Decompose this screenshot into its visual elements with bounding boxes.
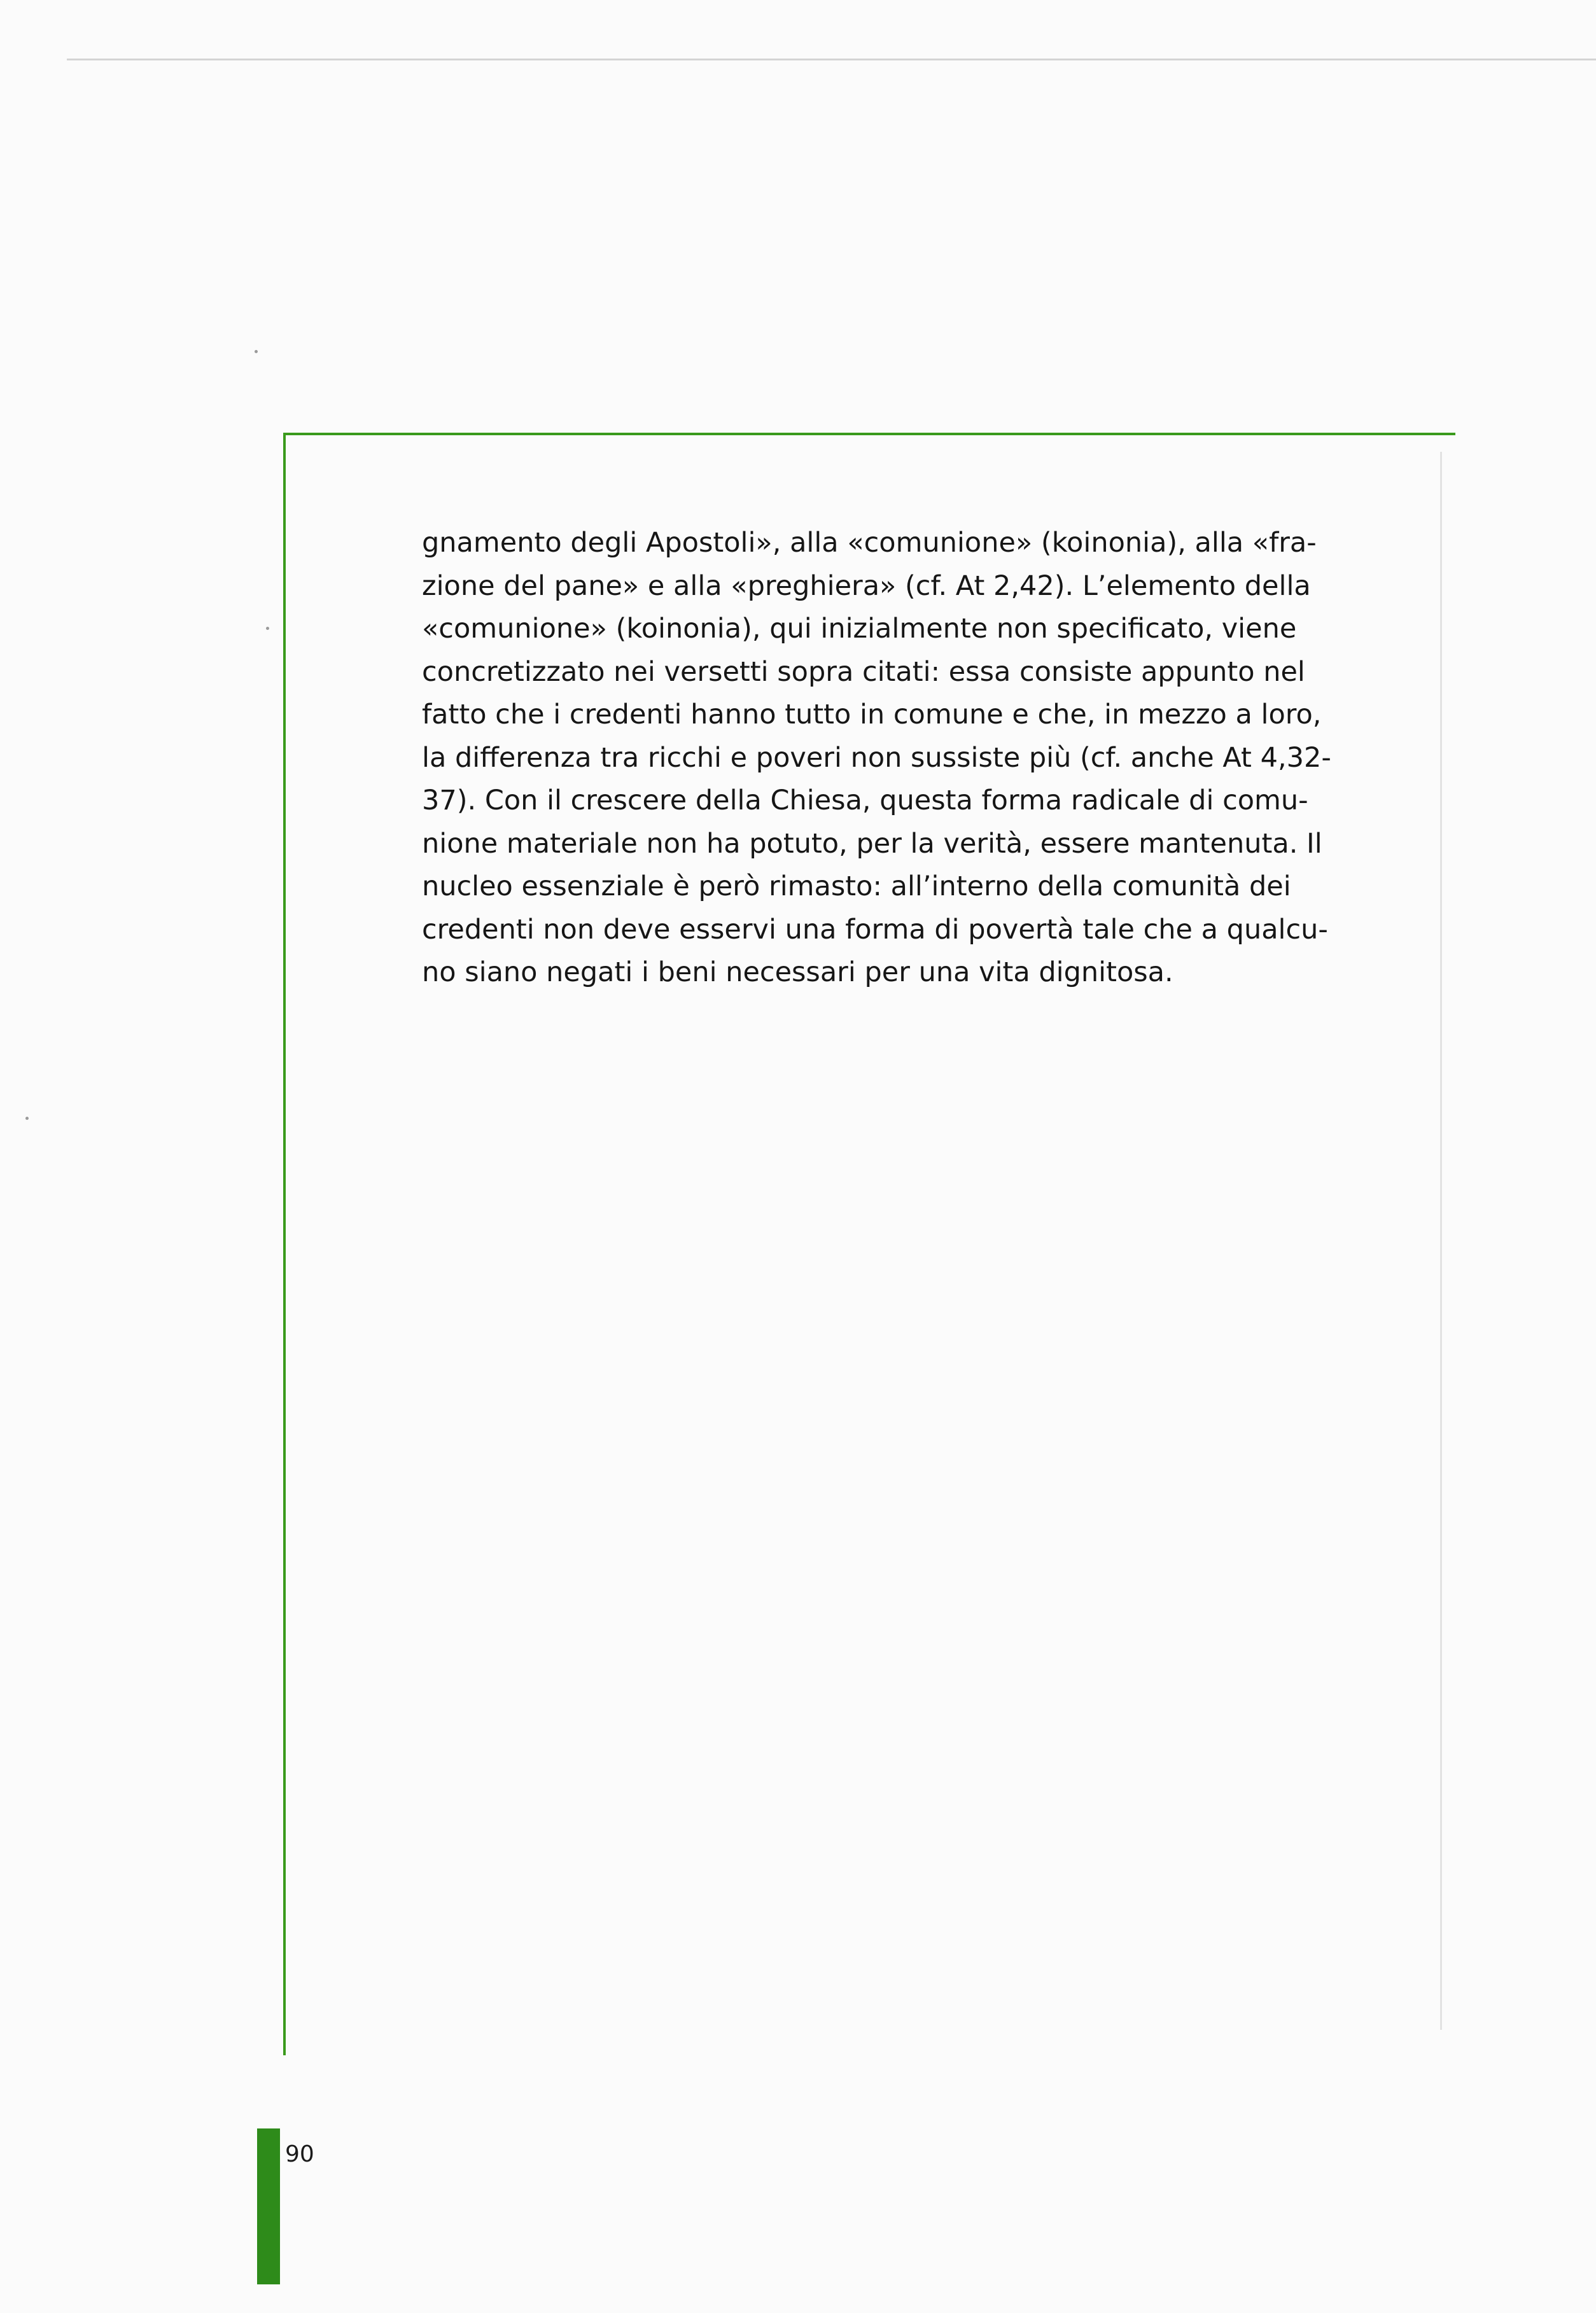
page-number: 90 [285,2141,314,2167]
body-line: nucleo essenziale è però rimasto: all’interno della comunità dei [422,870,1291,902]
top-rule [67,59,1596,60]
body-line: gnamento degli Apostoli», alla «comunione» (koinonia), alla «fra- [422,527,1317,559]
body-line: nione materiale non ha potuto, per la verità, essere mantenuta. Il [422,827,1322,860]
body-line: fatto che i credenti hanno tutto in comune e che, in mezzo a loro, [422,699,1322,730]
body-line: credenti non deve esservi una forma di povertà tale che a qualcu- [422,913,1328,946]
quote-box [283,433,1455,2055]
body-line: zione del pane» e alla «preghiera» (cf. At 2,42). L’elemento della [422,570,1311,602]
body-line: «comunione» (koinonia), qui inizialmente non specificato, viene [422,613,1297,645]
body-line: concretizzato nei versetti sopra citati: essa consiste appunto nel [422,655,1305,688]
body-line: la differenza tra ricchi e poveri non sussiste più (cf. anche At 4,32- [422,741,1331,774]
body-line: 37). Con il crescere della Chiesa, questa forma radicale di comu- [422,785,1308,816]
body-paragraph [422,522,1596,995]
scan-speck [266,627,269,630]
quote-box-left-border [283,433,286,2055]
scan-speck [25,1117,29,1120]
body-line: no siano negati i beni necessari per una vita dignitosa. [422,956,1173,988]
quote-box-top-border [283,433,1455,435]
scan-speck [255,350,258,353]
page-number-marker [257,2128,280,2284]
